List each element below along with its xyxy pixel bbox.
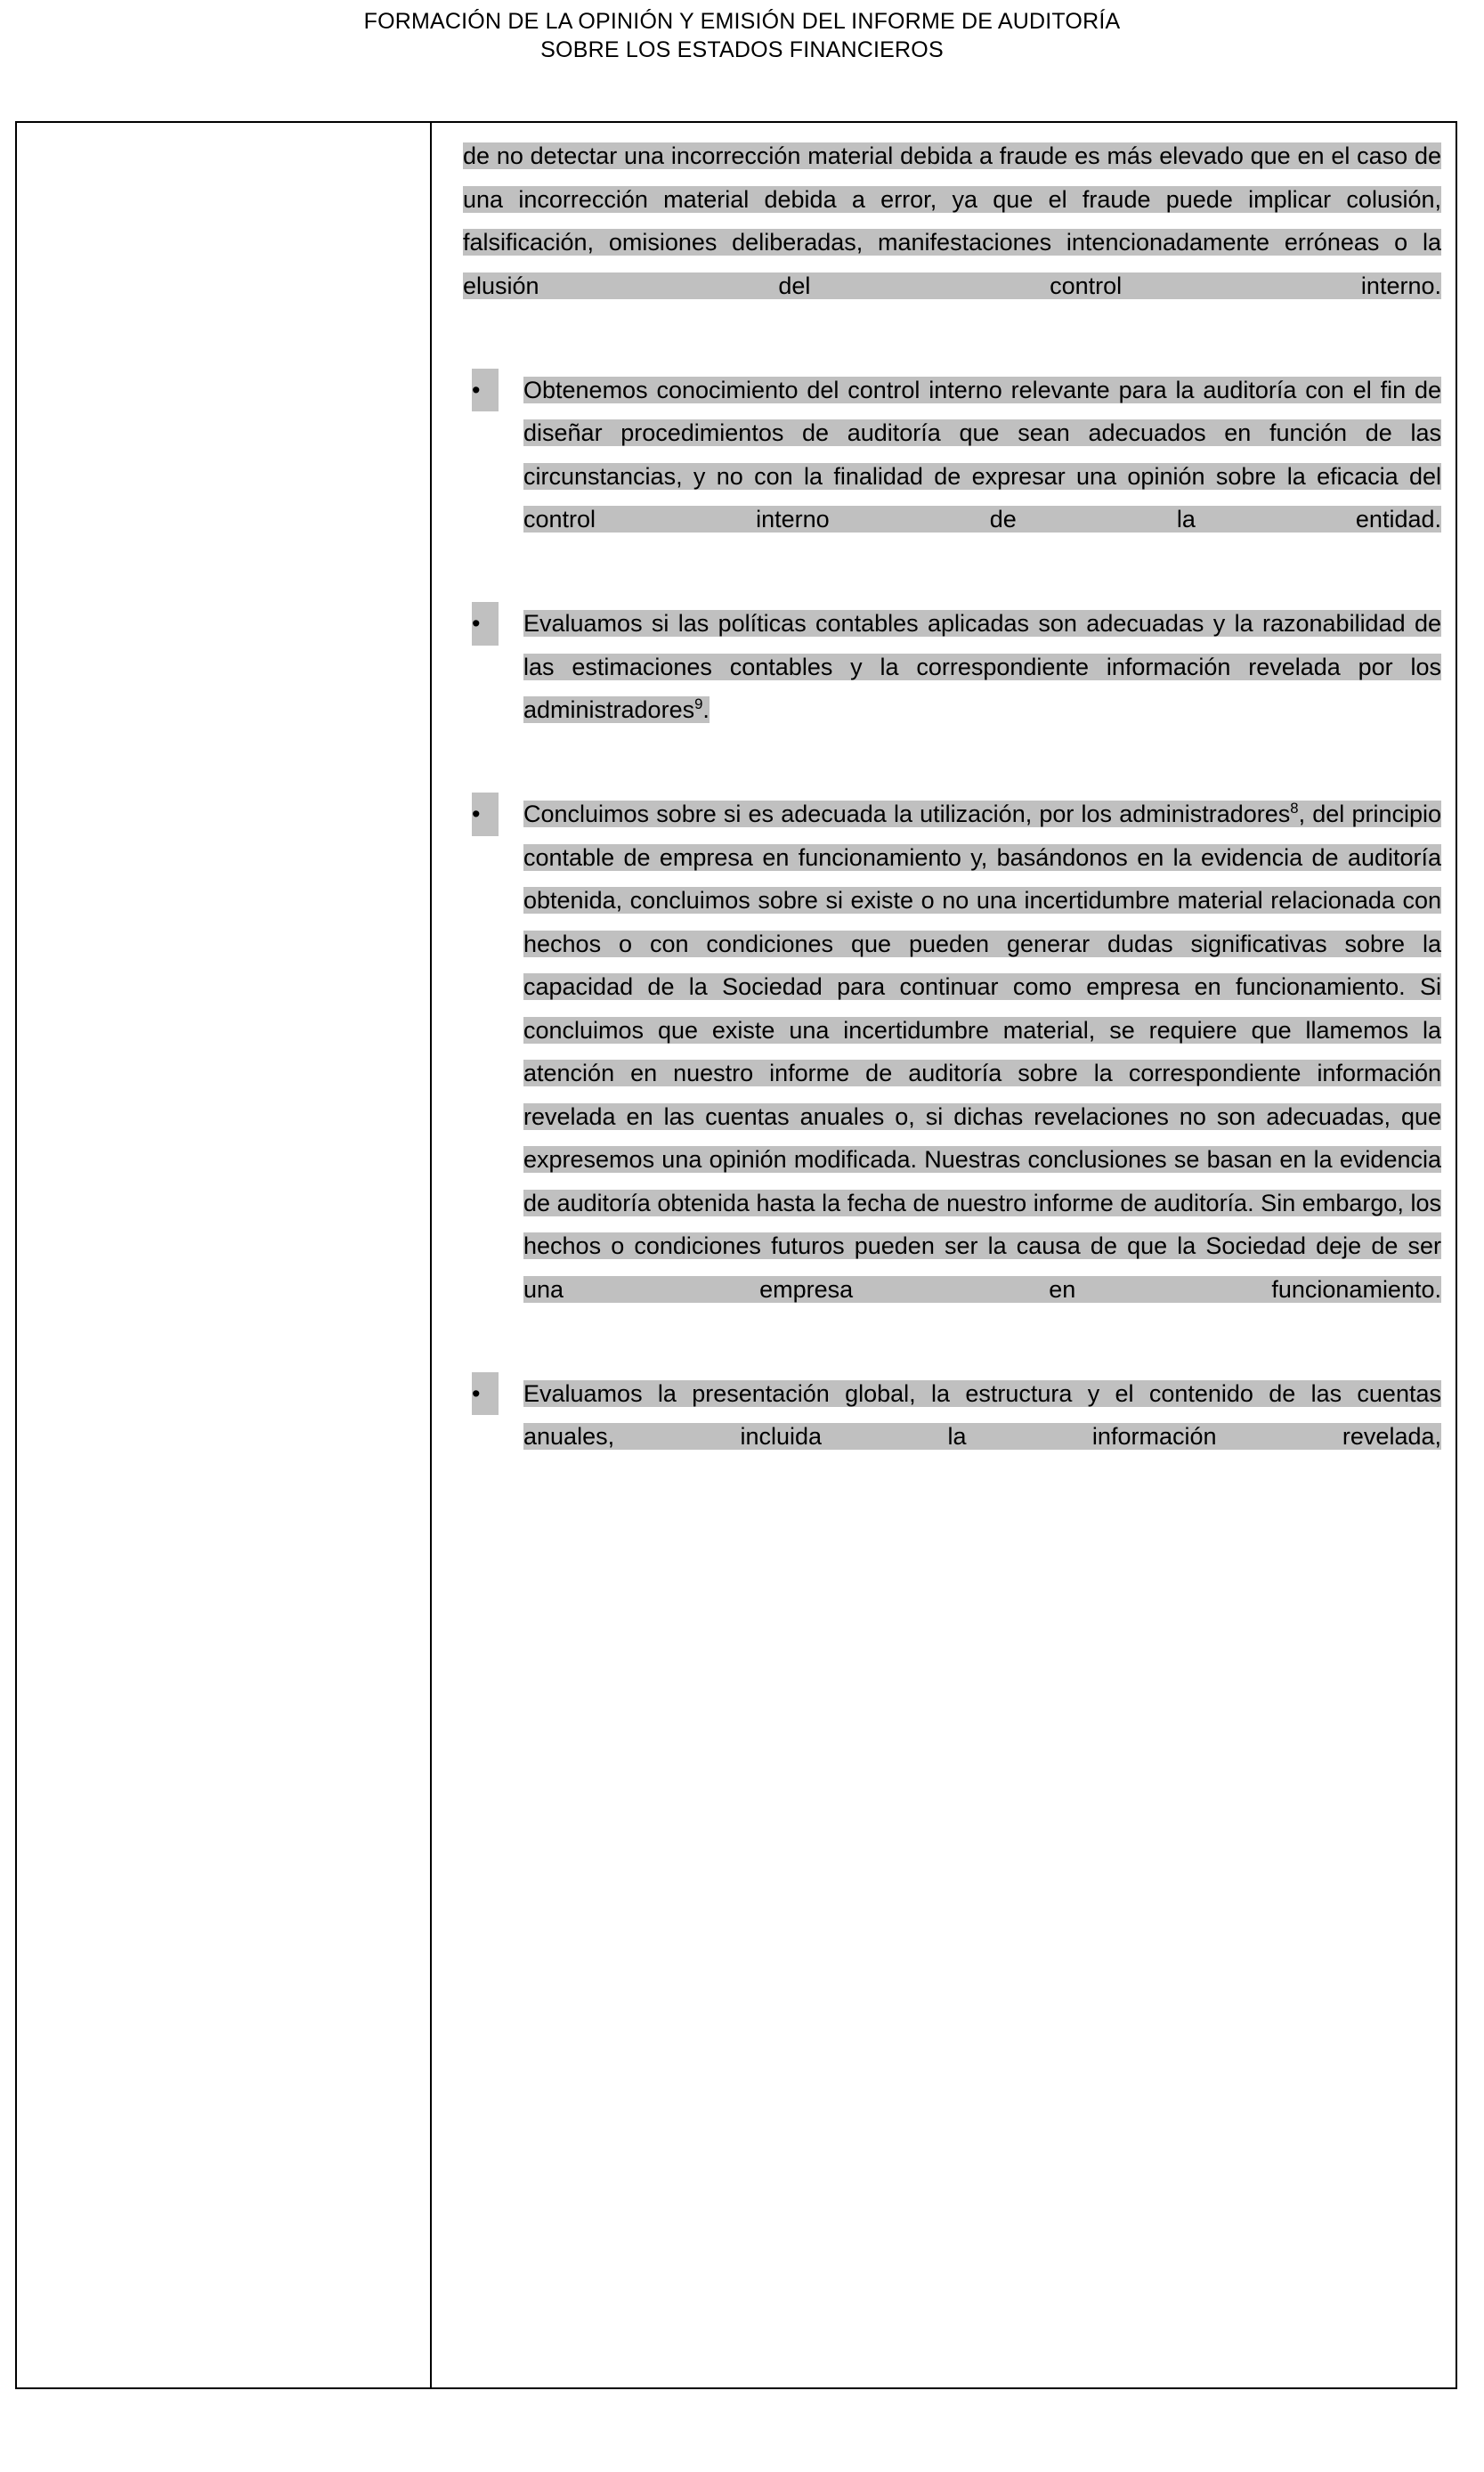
bullet-text-control-interno: Obtenemos conocimiento del control interno relevante para la auditoría con el fin de diseñar procedimientos de auditoría que sean adecuados en función de las circunstancias, y no con la finalidad de expresar una opinión sobre la eficacia del control interno de la entidad. bbox=[523, 376, 1441, 533]
page-running-header bbox=[0, 7, 1484, 64]
bullet-item-presentacion-global bbox=[463, 1372, 1441, 1502]
bullet-marker: • bbox=[472, 369, 499, 412]
table-cell-right-content bbox=[434, 123, 1456, 2387]
bullet-marker: • bbox=[472, 793, 499, 836]
bullet-text-politicas-contables-after: . bbox=[702, 696, 710, 723]
bullet-text-empresa-en-funcionamiento bbox=[523, 801, 1441, 1303]
footnote-ref-9: 9 bbox=[694, 695, 703, 712]
footnote-ref-8: 8 bbox=[1290, 800, 1299, 817]
page-header-line-1: FORMACIÓN DE LA OPINIÓN Y EMISIÓN DEL INFORME DE AUDITORÍA bbox=[363, 9, 1121, 34]
bullet-marker: • bbox=[472, 1372, 499, 1416]
paragraph-continued bbox=[463, 134, 1441, 351]
bullet-item-politicas-contables bbox=[463, 602, 1441, 775]
bullet-text-presentacion-global: Evaluamos la presentación global, la estructura y el contenido de las cuentas anuales, incluida la información revelada, bbox=[523, 1379, 1441, 1450]
bullet-text-politicas-contables bbox=[523, 610, 1441, 723]
paragraph-continued-text: de no detectar una incorrección material debida a fraude es más elevado que en el caso de una incorrección material debida a error, ya que el fraude puede implicar colusión, falsificación, omisiones deliberadas, manifestaciones intencionadamente erróneas o la elusión del control interno. bbox=[463, 142, 1441, 299]
bullet-text-empresa-before: Concluimos sobre si es adecuada la utilización, por los administradores bbox=[523, 801, 1291, 827]
bullet-item-empresa-en-funcionamiento bbox=[463, 793, 1441, 1354]
bullet-text-politicas-contables-before: Evaluamos si las políticas contables aplicadas son adecuadas y la razonabilidad de las estimaciones contables y la correspondiente información revelada por los administradores bbox=[523, 610, 1441, 723]
bullet-text-empresa-after: , del principio contable de empresa en funcionamiento y, basándonos en la evidencia de auditoría obtenida, concluimos sobre si existe o no una incertidumbre material relacionada con hechos o con condiciones que pueden generar dudas significativas sobre la capacidad de la Sociedad para continuar como empresa en funcionamiento. Si concluimos que existe una incertidumbre material, se requiere que llamemos la atención en nuestro informe de auditoría sobre la correspondiente información revelada en las cuentas anuales o, si dichas revelaciones no son adecuadas, que expresemos una opinión modificada. Nuestras conclusiones se basan en la evidencia de auditoría obtenida hasta la fecha de nuestro informe de auditoría. Sin embargo, los hechos o condiciones futuros pueden ser la causa de que la Sociedad deje de ser una empresa en funcionamiento. bbox=[523, 801, 1441, 1303]
bullet-marker: • bbox=[472, 602, 499, 646]
table-cell-left-empty bbox=[17, 123, 432, 2387]
bullet-item-control-interno bbox=[463, 369, 1441, 585]
page-header-line-2: SOBRE LOS ESTADOS FINANCIEROS bbox=[540, 37, 944, 62]
cell-body bbox=[434, 123, 1456, 1501]
document-table bbox=[15, 121, 1457, 2389]
